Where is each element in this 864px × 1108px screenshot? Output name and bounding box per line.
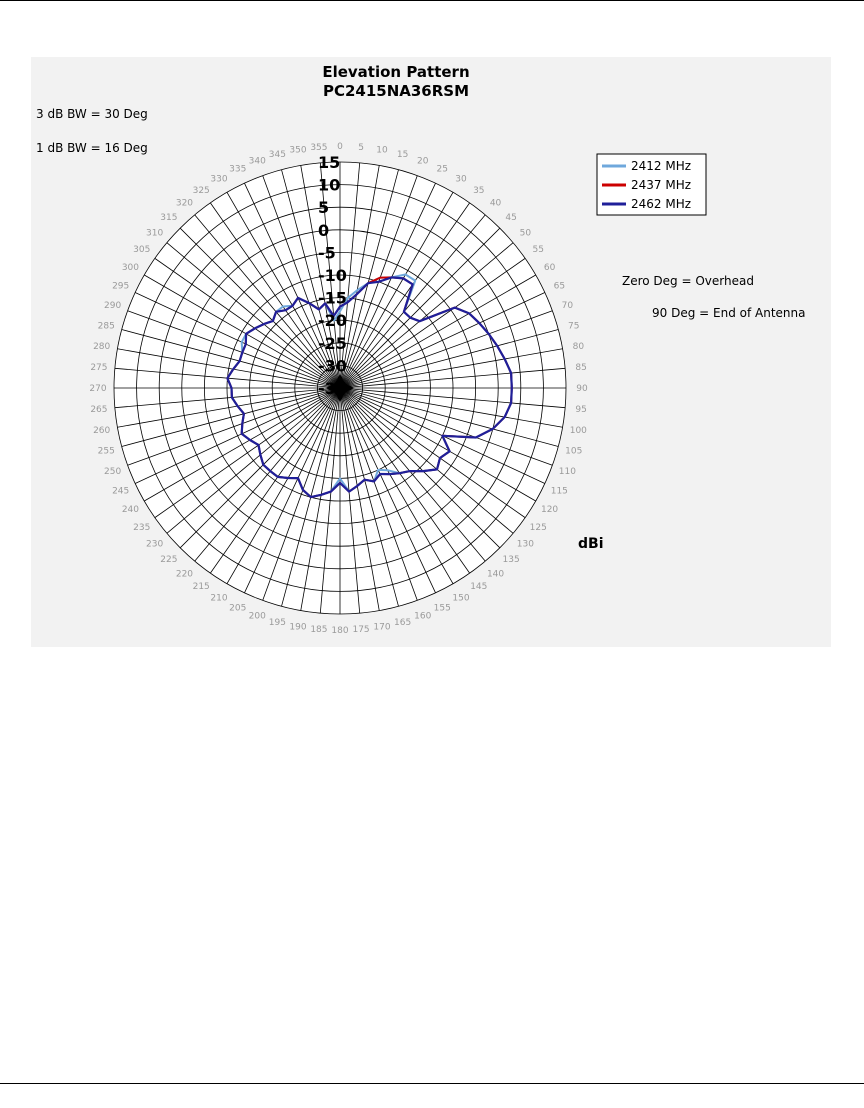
angle-label-165: 165 bbox=[394, 617, 412, 628]
angle-label-65: 65 bbox=[553, 281, 566, 292]
r-label-10: -35 bbox=[318, 379, 347, 398]
r-label-2: 5 bbox=[318, 198, 330, 218]
angle-label-195: 195 bbox=[268, 617, 286, 628]
angle-label-55: 55 bbox=[532, 245, 544, 256]
angle-label-110: 110 bbox=[558, 466, 576, 477]
angle-label-250: 250 bbox=[104, 466, 122, 477]
angle-label-30: 30 bbox=[455, 174, 467, 185]
angle-label-85: 85 bbox=[575, 362, 587, 373]
angle-label-120: 120 bbox=[540, 505, 559, 515]
angle-label-205: 205 bbox=[229, 603, 247, 614]
angle-label-355: 355 bbox=[310, 142, 328, 153]
angle-label-335: 335 bbox=[229, 164, 247, 175]
r-label-9: -30 bbox=[318, 356, 347, 376]
angle-label-100: 100 bbox=[569, 426, 587, 437]
angle-label-175: 175 bbox=[352, 625, 370, 636]
chart-title: Elevation Pattern bbox=[322, 63, 470, 81]
angle-label-240: 240 bbox=[121, 505, 140, 515]
angle-label-60: 60 bbox=[543, 263, 556, 273]
angle-label-90: 90 bbox=[576, 384, 588, 394]
r-label-1: 10 bbox=[318, 175, 341, 195]
bottom-rule bbox=[0, 1083, 864, 1084]
angle-label-155: 155 bbox=[433, 603, 451, 614]
angle-label-70: 70 bbox=[561, 301, 574, 312]
angle-label-305: 305 bbox=[133, 245, 151, 256]
angle-label-125: 125 bbox=[529, 522, 547, 533]
angle-label-105: 105 bbox=[565, 446, 583, 457]
annotation-ninety-deg: 90 Deg = End of Antenna bbox=[652, 306, 806, 320]
angle-label-280: 280 bbox=[93, 341, 111, 352]
angle-label-255: 255 bbox=[97, 446, 115, 457]
legend bbox=[597, 154, 706, 215]
units-label: dBi bbox=[578, 536, 604, 552]
angle-label-200: 200 bbox=[248, 611, 266, 622]
angle-label-75: 75 bbox=[568, 321, 580, 332]
angle-label-215: 215 bbox=[192, 582, 210, 593]
angle-label-140: 140 bbox=[486, 569, 505, 580]
angle-label-235: 235 bbox=[133, 522, 151, 533]
angle-label-10: 10 bbox=[376, 145, 388, 156]
legend-label-2: 2462 MHz bbox=[631, 197, 692, 211]
angle-label-340: 340 bbox=[248, 156, 266, 167]
angle-label-345: 345 bbox=[268, 150, 286, 161]
r-label-8: -25 bbox=[318, 333, 347, 353]
angle-label-0: 0 bbox=[337, 142, 343, 152]
r-label-7: -20 bbox=[318, 311, 347, 331]
r-label-6: -15 bbox=[318, 288, 347, 308]
angle-label-50: 50 bbox=[519, 228, 532, 239]
legend-label-1: 2437 MHz bbox=[631, 178, 692, 192]
annotation-3db-bw: 3 dB BW = 30 Deg bbox=[36, 107, 148, 121]
angle-label-95: 95 bbox=[575, 405, 587, 416]
angle-label-45: 45 bbox=[505, 212, 517, 223]
angle-label-265: 265 bbox=[90, 405, 108, 416]
angle-label-325: 325 bbox=[192, 185, 210, 196]
angle-label-190: 190 bbox=[289, 622, 307, 633]
chart-subtitle: PC2415NA36RSM bbox=[322, 82, 470, 100]
angle-label-260: 260 bbox=[93, 426, 111, 437]
angle-label-270: 270 bbox=[89, 384, 107, 394]
angle-label-35: 35 bbox=[473, 185, 485, 196]
angle-label-310: 310 bbox=[146, 228, 164, 239]
angle-label-150: 150 bbox=[452, 593, 470, 604]
angle-label-315: 315 bbox=[160, 212, 178, 223]
angle-label-25: 25 bbox=[436, 164, 449, 175]
angle-label-135: 135 bbox=[502, 555, 520, 566]
angle-label-230: 230 bbox=[146, 539, 164, 550]
angle-label-210: 210 bbox=[210, 593, 228, 604]
annotation-zero-deg: Zero Deg = Overhead bbox=[622, 274, 754, 288]
angle-label-130: 130 bbox=[516, 539, 534, 550]
angle-label-5: 5 bbox=[358, 142, 364, 153]
angle-label-115: 115 bbox=[550, 486, 568, 497]
angle-label-180: 180 bbox=[331, 626, 349, 636]
angle-label-220: 220 bbox=[175, 569, 194, 580]
angle-label-285: 285 bbox=[97, 321, 115, 332]
angle-label-290: 290 bbox=[104, 301, 122, 312]
angle-label-185: 185 bbox=[310, 625, 328, 636]
r-label-3: 0 bbox=[318, 220, 330, 240]
angle-label-160: 160 bbox=[414, 611, 432, 622]
angle-label-170: 170 bbox=[373, 622, 391, 633]
angle-label-320: 320 bbox=[175, 198, 194, 209]
angle-label-245: 245 bbox=[112, 486, 130, 497]
angle-label-40: 40 bbox=[489, 198, 502, 209]
angle-label-330: 330 bbox=[210, 174, 228, 185]
angle-label-275: 275 bbox=[90, 362, 108, 373]
r-label-0: 15 bbox=[318, 153, 341, 172]
angle-label-80: 80 bbox=[572, 341, 585, 352]
legend-label-0: 2412 MHz bbox=[631, 159, 692, 173]
angle-label-295: 295 bbox=[112, 281, 130, 292]
angle-label-300: 300 bbox=[121, 263, 140, 273]
r-label-5: -10 bbox=[318, 266, 347, 285]
angle-label-15: 15 bbox=[396, 150, 409, 161]
angle-label-145: 145 bbox=[470, 582, 488, 593]
angle-label-225: 225 bbox=[160, 555, 178, 566]
angle-label-20: 20 bbox=[417, 156, 429, 167]
angle-label-350: 350 bbox=[289, 145, 307, 156]
annotation-1db-bw: 1 dB BW = 16 Deg bbox=[36, 141, 148, 155]
r-label-4: -5 bbox=[318, 243, 336, 263]
